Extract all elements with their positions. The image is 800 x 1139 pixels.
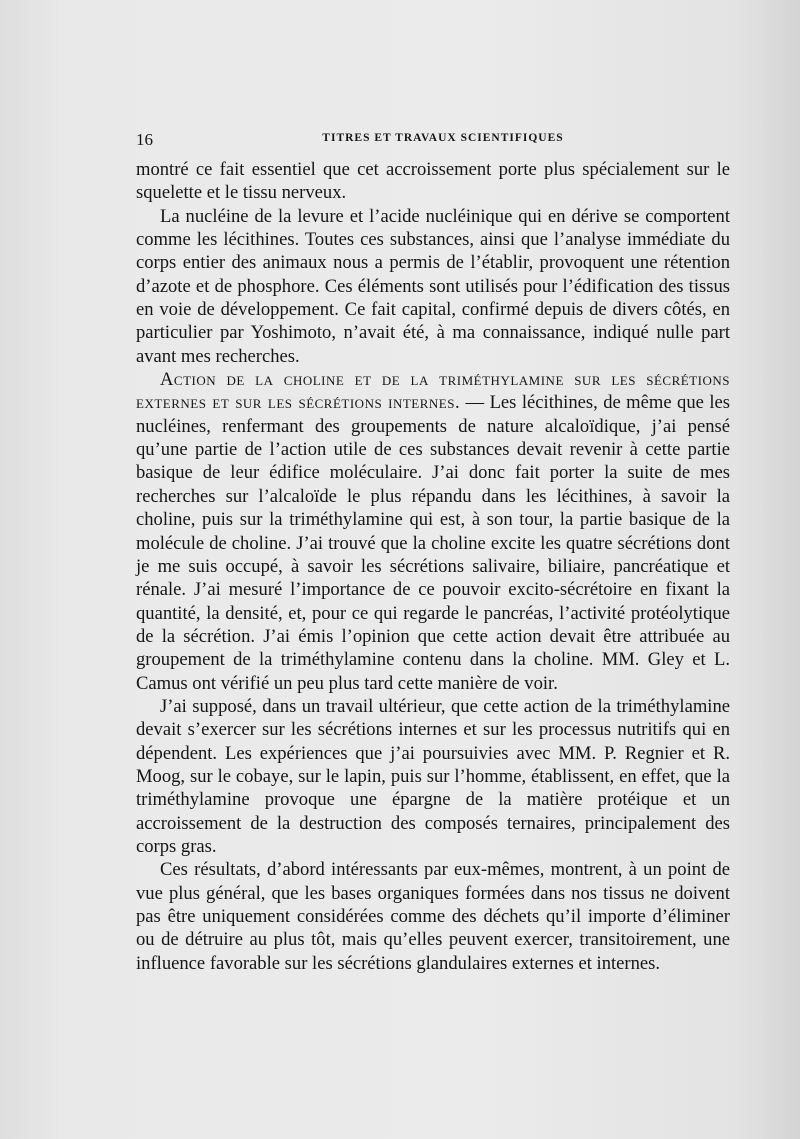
section-heading: Action de la choline et de la triméthylamine sur les sécrétions externes et sur les sécrétions internes. <box>136 369 730 414</box>
paragraph-3 <box>136 368 730 695</box>
paragraph-4: J’ai supposé, dans un travail ultérieur, que cette action de la triméthylamine devait s’exercer sur les sécrétions internes et sur les processus nutritifs qui en dépendent. Les expériences que j’ai poursuivies avec MM. P. Regnier et R. Moog, sur le cobaye, sur le lapin, puis sur l’homme, établissent, en effet, que la triméthylamine provoque une épargne de la matière protéique et un accroissement de la destruction des composés ternaires, principalement des corps gras. <box>136 695 730 857</box>
page-number: 16 <box>136 130 153 149</box>
paragraph-1: montré ce fait essentiel que cet accroissement porte plus spécialement sur le squelette et le tissu nerveux. <box>136 159 730 204</box>
body-text <box>136 158 730 975</box>
paragraph-3-text: — Les lécithines, de même que les nucléines, renfermant des groupements de nature alcaloïdique, j’ai pensé qu’une partie de l’action utile de ces substances devait revenir à cette partie basique de leur édifice moléculaire. J’ai donc fait porter la suite de mes recherches sur l’alcaloïde le plus répandu dans les lécithines, à savoir la choline, puis sur la triméthylamine qui est, à son tour, la partie basique de la molécule de choline. J’ai trouvé que la choline excite les quatre sécrétions dont je me suis occupé, à savoir les sécrétions salivaire, biliaire, pancréatique et rénale. J’ai mesuré l’importance de ce pouvoir excito-sécrétoire en fixant la quantité, la densité, et, pour ce qui regarde le pancréas, l’activité protéolytique de la sécrétion. J’ai émis l’opinion que cette action devait être attribuée au groupement de la triméthylamine contenu dans la choline. MM. Gley et L. Camus ont vérifié un peu plus tard cette manière de voir. <box>136 392 730 694</box>
paragraph-5: Ces résultats, d’abord intéressants par eux-mêmes, montrent, à un point de vue plus général, que les bases organiques formées dans nos tissus ne doivent pas être uniquement considérées comme des déchets qu’il importe d’éliminer ou de détruire au plus tôt, mais qu’elles peuvent exercer, transitoirement, une influence favorable sur les sécrétions glandulaires externes et internes. <box>136 859 730 974</box>
running-title: TITRES ET TRAVAUX SCIENTIFIQUES <box>322 132 564 144</box>
paragraph-2: La nucléine de la levure et l’acide nucléinique qui en dérive se comportent comme les lécithines. Toutes ces substances, ainsi que l’analyse immédiate du corps entier des animaux nous a permis de l’établir, provoquent une rétention d’azote et de phosphore. Ces éléments sont utilisés pour l’édification des tissus en voie de développement. Ce fait capital, confirmé depuis de divers côtés, en particulier par Yoshimoto, n’avait été, à ma connaissance, indiqué nulle part avant mes recherches. <box>136 205 730 367</box>
page-header <box>136 130 730 150</box>
